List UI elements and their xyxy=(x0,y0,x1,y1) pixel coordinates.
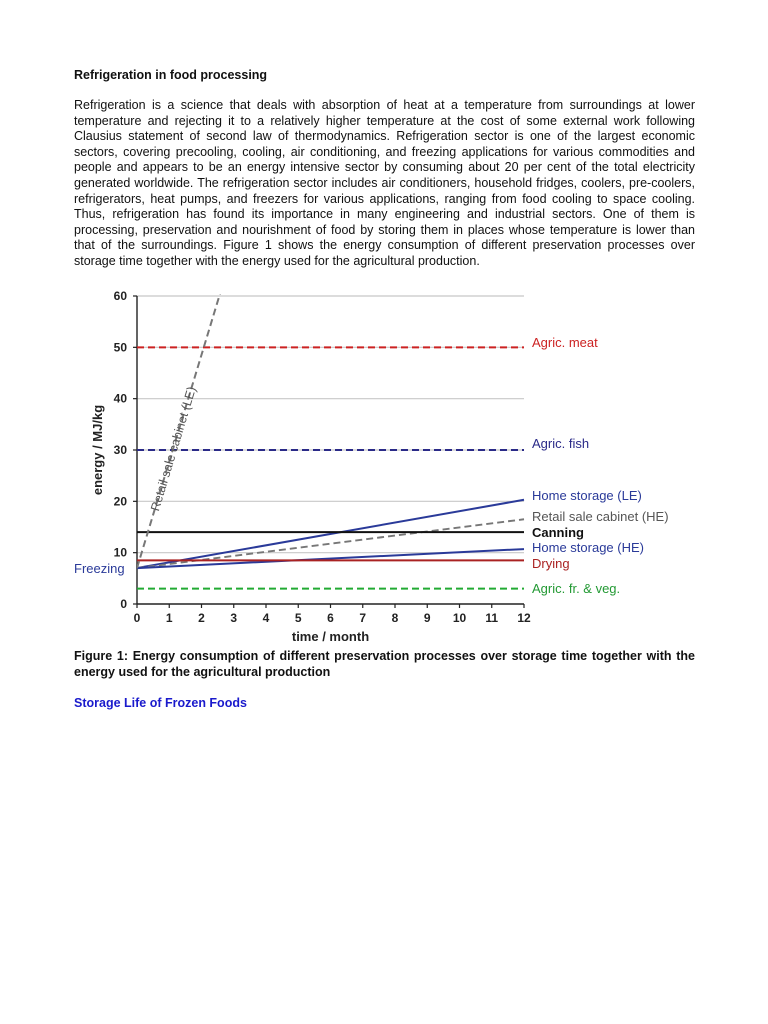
series-label-home-storage-le: Home storage (LE) xyxy=(532,488,642,503)
x-tick-label-9: 9 xyxy=(423,611,431,625)
y-tick-label-10: 10 xyxy=(113,545,127,560)
y-tick-label-40: 40 xyxy=(113,391,127,406)
x-tick-label-11: 11 xyxy=(485,611,499,625)
series-label-retail-sale-cabinet-he: Retail sale cabinet (HE) xyxy=(532,509,669,524)
series-label-agric-fr-veg: Agric. fr. & veg. xyxy=(532,581,621,596)
x-tick-label-4: 4 xyxy=(262,611,270,625)
section-title: Refrigeration in food processing xyxy=(74,68,268,82)
x-axis-label: time / month xyxy=(291,629,370,644)
figure-1 xyxy=(66,286,706,648)
y-tick-label-20: 20 xyxy=(113,494,127,509)
x-tick-label-2: 2 xyxy=(198,611,205,625)
x-tick-label-0: 0 xyxy=(133,611,141,625)
series-label-retail-sale-cabinet-le: Retail sale cabinet (LE) xyxy=(148,384,199,513)
y-tick-label-50: 50 xyxy=(113,340,127,355)
energy-chart xyxy=(66,286,706,648)
y-axis-label: energy / MJ/kg xyxy=(90,404,105,496)
series-label-canning: Canning xyxy=(532,525,584,540)
x-tick-label-10: 10 xyxy=(452,611,467,625)
x-tick-label-7: 7 xyxy=(359,611,367,625)
x-tick-label-6: 6 xyxy=(327,611,334,625)
x-tick-label-8: 8 xyxy=(391,611,399,625)
y-tick-label-30: 30 xyxy=(113,443,127,457)
series-label-agric-meat: Agric. meat xyxy=(532,335,598,350)
freezing-label: Freezing xyxy=(74,561,125,577)
series-label-drying: Drying xyxy=(532,556,570,571)
next-section-link[interactable]: Storage Life of Frozen Foods xyxy=(74,696,247,710)
y-tick-label-60: 60 xyxy=(113,289,127,303)
body-paragraph: Refrigeration is a science that deals with absorption of heat at a temperature from surroundings at lower temperature and rejecting it to a relatively higher temperature at the cost of some external work following Clausius statement of second law of thermodynamics. Refrigeration sector is one of the largest economic sectors, covering precooling, cooling, air conditioning, and freezing applications for various commodities and people and appears to be an energy intensive sector by consuming about 20 per cent of the total electricity generated worldwide. The refrigeration sector includes air conditioners, household fridges, coolers, pre-coolers, refrigerators, heat pumps, and freezers for various applications, ranging from food cooling to space cooling. Thus, refrigeration has found its importance in many engineering and industrial sectors. One of them is processing, preservation and nourishment of food by storing them in places whose temperature is lower than that of the surroundings. Figure 1 shows the energy consumption of different preservation processes over storage time together with the energy used for the agricultural production. xyxy=(74,98,695,268)
x-tick-label-1: 1 xyxy=(165,611,173,625)
figure-caption: Figure 1: Energy consumption of different preservation processes over storage time together with the energy used for the agricultural production xyxy=(74,649,695,679)
x-tick-label-5: 5 xyxy=(294,611,302,625)
series-label-agric-fish: Agric. fish xyxy=(532,436,590,451)
x-tick-label-3: 3 xyxy=(230,611,238,625)
y-tick-label-0: 0 xyxy=(120,597,127,611)
x-tick-label-12: 12 xyxy=(517,611,531,625)
series-label-home-storage-he: Home storage (HE) xyxy=(532,540,644,555)
